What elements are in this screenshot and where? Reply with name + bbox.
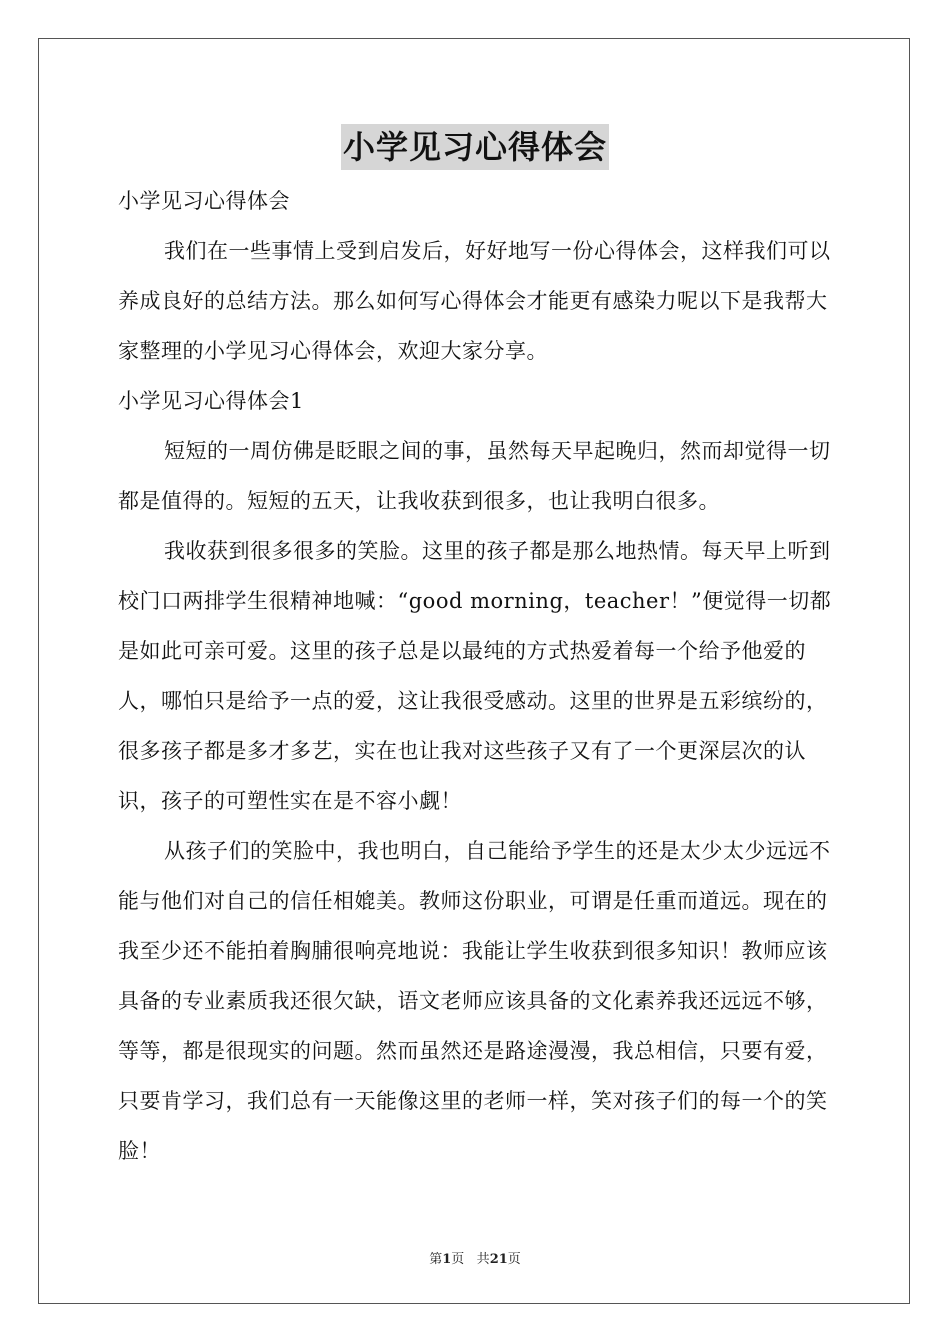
paragraph-section-heading: 小学见习心得体会1	[118, 389, 304, 413]
total-pages: 21	[489, 1252, 508, 1267]
paragraph-intro: 我们在一些事情上受到启发后，好好地写一份心得体会，这样我们可以养成良好的总结方法。那么如何写心得体会才能更有感染力呢以下是我帮大家整理的小学见习心得体会，欢迎大家分享。	[118, 239, 831, 363]
paragraph-body: 短短的一周仿佛是眨眼之间的事，虽然每天早起晚归，然而却觉得一切都是值得的。短短的五天，让我收获到很多，也让我明白很多。	[118, 439, 831, 513]
page-prefix: 第	[429, 1252, 443, 1267]
page-footer	[0, 1248, 950, 1267]
page-number: 1	[442, 1252, 452, 1267]
document-body	[118, 176, 834, 1176]
total-suffix: 页	[507, 1252, 521, 1267]
total-prefix: 共	[476, 1252, 490, 1267]
title-container	[0, 124, 950, 170]
paragraph-subtitle: 小学见习心得体会	[118, 189, 290, 213]
paragraph-body: 我收获到很多很多的笑脸。这里的孩子都是那么地热情。每天早上听到校门口两排学生很精神地喊：“good morning，teacher！”便觉得一切都是如此可亲可爱。这里的孩子总是以最纯的方式热爱着每一个给予他爱的人，哪怕只是给予一点的爱，这让我很受感动。这里的世界是五彩缤纷的，很多孩子都是多才多艺，实在也让我对这些孩子又有了一个更深层次的认识，孩子的可塑性实在是不容小觑！	[118, 539, 832, 813]
paragraph-body: 从孩子们的笑脸中，我也明白，自己能给予学生的还是太少太少远远不能与他们对自己的信任相媲美。教师这份职业，可谓是任重而道远。现在的我至少还不能拍着胸脯很响亮地说：我能让学生收获到很多知识！教师应该具备的专业素质我还很欠缺，语文老师应该具备的文化素养我还远远不够，等等，都是很现实的问题。然而虽然还是路途漫漫，我总相信，只要有爱，只要肯学习，我们总有一天能像这里的老师一样，笑对孩子们的每一个的笑脸！	[118, 839, 831, 1163]
document-title: 小学见习心得体会	[341, 124, 609, 170]
page-suffix: 页	[451, 1252, 465, 1267]
